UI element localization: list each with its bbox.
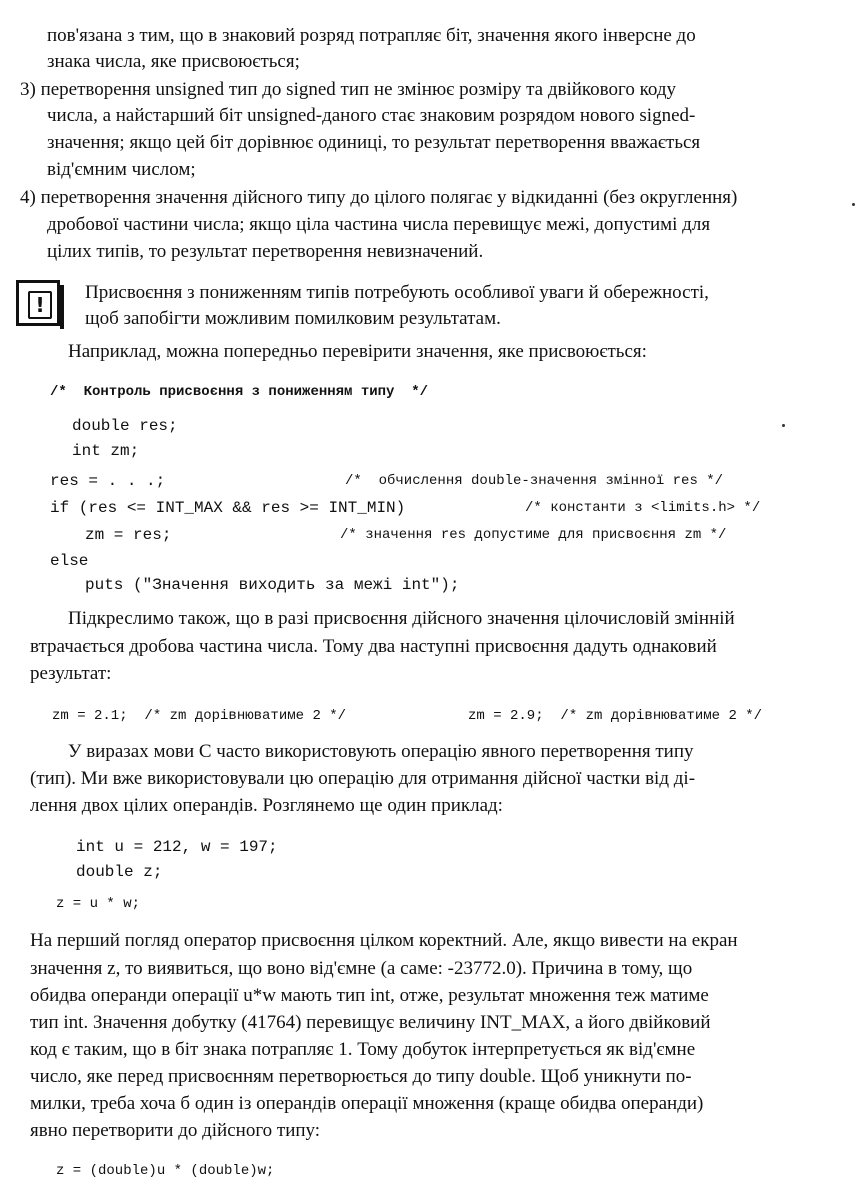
text-line: (тип). Ми вже використовували цю операцію для отримання дійсної частки від ді- [30, 768, 696, 789]
text-line: 4) перетворення значення дійсного типу до цілого полягає у відкиданні (без округлення) [20, 187, 738, 208]
text-line: результат: [30, 663, 112, 684]
code-line: /* значення res допустиме для присвоєння zm */ [340, 527, 727, 543]
code-line: /* обчислення double-значення змінної res */ [345, 473, 724, 489]
text-line: втрачається дробова частина числа. Тому два наступні присвоєння дадуть однаковий [30, 636, 717, 657]
text-line: милки, треба хоча б один із операндів операції множення (краще обидва операнди) [30, 1093, 704, 1114]
text-line: лення двох цілих операндів. Розглянемо ще один приклад: [30, 795, 503, 816]
icon-shadow [60, 285, 64, 329]
code-line: zm = 2.1; /* zm дорівнюватиме 2 */ [52, 708, 347, 724]
text-line: дробової частини числа; якщо ціла частина числа перевищує межі, допустимі для [47, 214, 711, 235]
code-line: res = . . .; [50, 472, 166, 490]
code-line: int u = 212, w = 197; [76, 838, 278, 856]
text-line: цілих типів, то результат перетворення невизначений. [47, 241, 484, 262]
code-line: /* Контроль присвоєння з пониженням типу */ [50, 384, 429, 400]
text-line: код є таким, що в біт знака потрапляє 1. Тому добуток інтерпретується як від'ємне [30, 1039, 696, 1060]
code-line: /* константи з <limits.h> */ [525, 500, 761, 516]
code-line: zm = 2.9; /* zm дорівнюватиме 2 */ [468, 708, 763, 724]
code-line: double z; [76, 863, 163, 881]
code-line: z = u * w; [56, 896, 141, 912]
text-line: На перший погляд оператор присвоєння цілком коректний. Але, якщо вивести на екран [30, 930, 738, 951]
text-line: число, яке перед присвоєнням перетворюється до типу double. Щоб уникнути по- [30, 1066, 692, 1087]
scan-mark [852, 203, 855, 206]
code-line: puts ("Значення виходить за межі int"); [85, 576, 460, 594]
text-line: 3) перетворення unsigned тип до signed тип не змінює розміру та двійкового коду [20, 79, 676, 100]
code-line: int zm; [72, 442, 140, 460]
code-line: zm = res; [85, 526, 172, 544]
text-line: Наприклад, можна попередньо перевірити значення, яке присвоюється: [68, 341, 647, 362]
text-line: тип int. Значення добутку (41764) перевищує величину INT_MAX, а його двійковий [30, 1012, 711, 1033]
text-line: значення; якщо цей біт дорівнює одиниці, то результат перетворення вважається [47, 132, 701, 153]
text-line: значення z, то виявиться, що воно від'ємне (а саме: -23772.0). Причина в тому, що [30, 958, 693, 979]
text-line: від'ємним числом; [47, 159, 196, 180]
text-line: обидва операнди операції u*w мають тип int, отже, результат множення теж матиме [30, 985, 709, 1006]
code-line: z = (double)u * (double)w; [56, 1163, 275, 1179]
code-line: if (res <= INT_MAX && res >= INT_MIN) [50, 499, 406, 517]
text-line: Присвоєння з пониженням типів потребують особливої уваги й обережності, [85, 282, 709, 303]
text-line: щоб запобігти можливим помилковим результатам. [85, 308, 501, 329]
text-line: явно перетворити до дійсного типу: [30, 1120, 321, 1141]
text-line: числа, а найстарший біт unsigned-даного стає знаковим розрядом нового signed- [47, 105, 696, 126]
code-line: double res; [72, 417, 178, 435]
text-line: пов'язана з тим, що в знаковий розряд потрапляє біт, значення якого інверсне до [47, 25, 696, 46]
scan-mark [782, 424, 785, 427]
code-line: else [50, 552, 89, 570]
text-line: У виразах мови С часто використовують операцію явного перетворення типу [68, 741, 694, 762]
text-line: знака числа, яке присвоюється; [47, 51, 300, 72]
exclamation-icon: ! [16, 280, 60, 326]
text-line: Підкреслимо також, що в разі присвоєння дійсного значення цілочисловій змінній [68, 608, 735, 629]
